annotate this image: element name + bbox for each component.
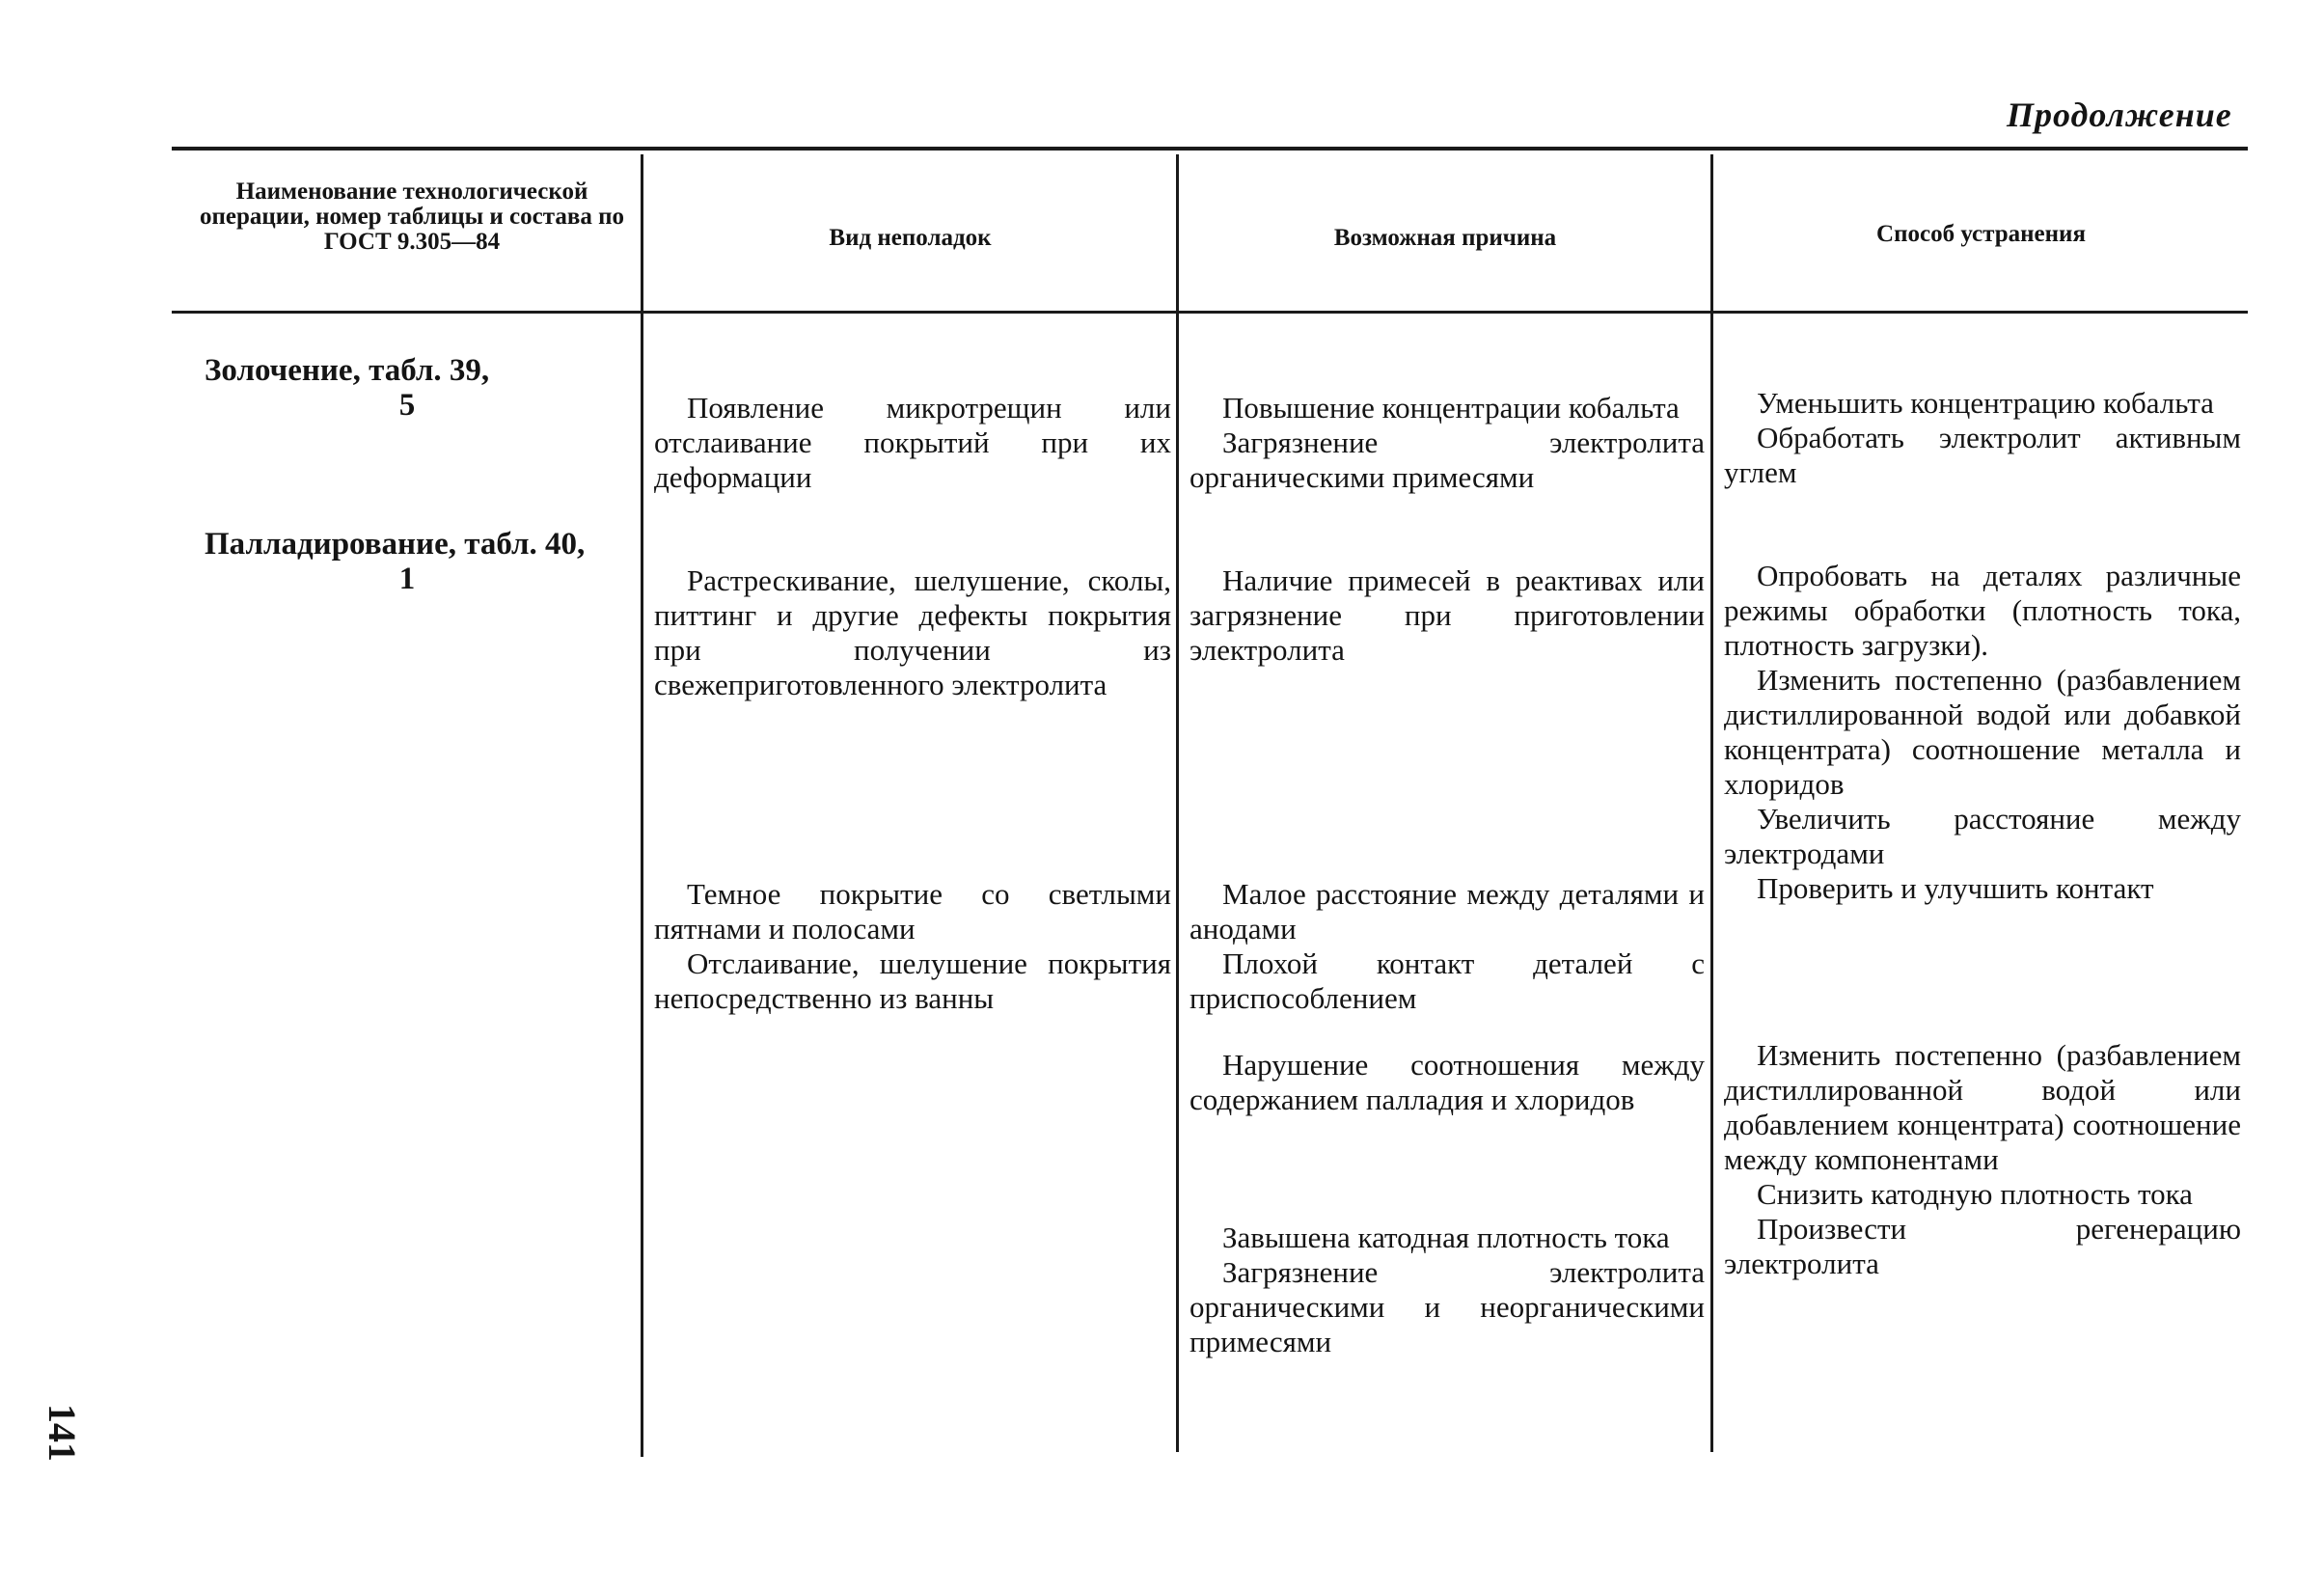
problem-cell-3 [654, 877, 1171, 1016]
continued-label: Продолжение [2007, 96, 2232, 134]
operation-name: Золочение, табл. 39, [205, 353, 490, 388]
operation-number: 5 [398, 388, 416, 423]
header-bottom-rule [172, 311, 2248, 314]
problem-text: Растрескивание, шелушение, сколы, питтинг и другие дефекты покрытия при получении из свежеприготовленного электролита [654, 563, 1171, 701]
cause-text: Плохой контакт деталей с приспособлением [1189, 946, 1705, 1015]
remedy-text: Проверить и улучшить контакт [1757, 871, 2154, 905]
cause-text: Загрязнение электролита органическими примесями [1189, 425, 1705, 494]
remedy-cell-3 [1724, 1038, 2241, 1281]
remedy-text: Увеличить расстояние между электродами [1724, 802, 2241, 870]
remedy-text: Уменьшить концентрацию кобальта [1757, 386, 2214, 420]
problem-text: Появление микротрещин или отслаивание покрытий при их деформации [654, 391, 1171, 494]
cause-cell-4 [1189, 1048, 1705, 1117]
column-divider-1 [641, 154, 643, 1457]
cause-text: Завышена катодная плотность тока [1222, 1220, 1670, 1254]
remedy-text: Обработать электролит активным углем [1724, 421, 2241, 489]
header-remedy: Способ устранения [1876, 221, 2086, 247]
header-cause: Возможная причина [1333, 225, 1557, 251]
remedy-text: Снизить катодную плотность тока [1757, 1177, 2193, 1211]
problem-text: Темное покрытие со светлыми пятнами и полосами [654, 877, 1171, 946]
table-top-rule [172, 147, 2248, 151]
cause-cell-3 [1189, 877, 1705, 1016]
problem-text: Отслаивание, шелушение покрытия непосредственно из ванны [654, 946, 1171, 1015]
cause-text: Загрязнение электролита органическими и неорганическими примесями [1189, 1255, 1705, 1358]
cause-cell-1 [1189, 391, 1705, 495]
remedy-text: Изменить постепенно (разбавлением дистиллированной водой или добавлением концентрата) соотношение между компонентами [1724, 1038, 2241, 1176]
column-divider-3 [1710, 154, 1713, 1452]
operation-palladium [205, 527, 639, 596]
remedy-text: Произвести регенерацию электролита [1724, 1212, 2241, 1280]
remedy-text: Изменить постепенно (разбавлением дистиллированной водой или добавкой концентрата) соотношение металла и хлоридов [1724, 663, 2241, 801]
operation-name: Палладирование, табл. 40, [205, 527, 586, 562]
page-number: 141 [41, 1404, 84, 1462]
header-operation: Наименование технологической операции, номер таблицы и состава по ГОСТ 9.305—84 [200, 178, 624, 255]
problem-cell-2 [654, 563, 1171, 702]
cause-cell-2 [1189, 563, 1705, 668]
cause-text: Нарушение соотношения между содержанием палладия и хлоридов [1189, 1048, 1705, 1116]
remedy-text: Опробовать на деталях различные режимы обработки (плотность тока, плотность загрузки). [1724, 559, 2241, 662]
header-problem: Вид неполадок [829, 225, 992, 251]
cause-cell-5 [1189, 1220, 1705, 1359]
cause-text: Повышение концентрации кобальта [1222, 391, 1680, 425]
cause-text: Наличие примесей в реактивах или загрязнение при приготовлении электролита [1189, 563, 1705, 667]
operation-number: 1 [398, 562, 416, 596]
operation-gilding [205, 353, 639, 423]
remedy-cell-2 [1724, 559, 2241, 906]
remedy-cell-1 [1724, 386, 2241, 490]
cause-text: Малое расстояние между деталями и анодами [1189, 877, 1705, 946]
problem-cell-1 [654, 391, 1171, 495]
column-divider-2 [1176, 154, 1179, 1452]
